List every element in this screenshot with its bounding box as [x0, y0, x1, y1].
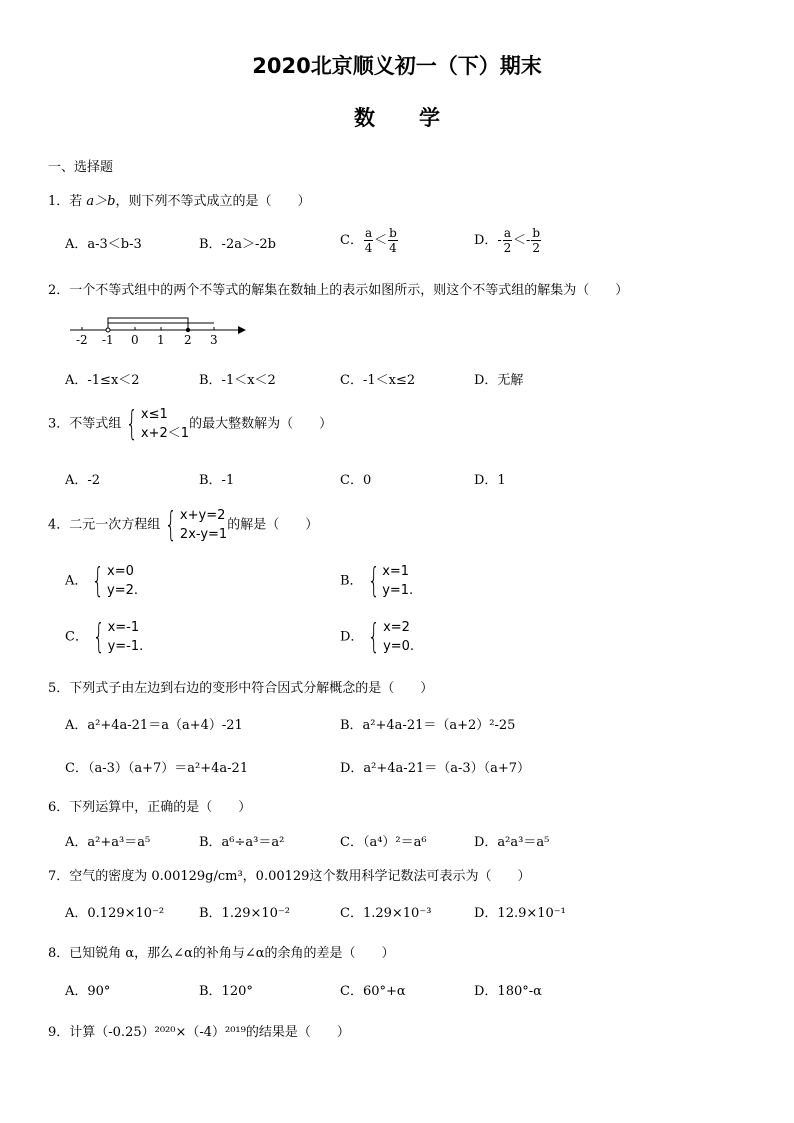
- number-line-arrow: [238, 326, 246, 334]
- q5-option-d: D．a²+4a-21＝（a-3）（a+7）: [340, 761, 531, 776]
- q6-option-a: A．a²+a³＝a⁵: [65, 835, 151, 850]
- q4-option-c: C． { x=-1 y=-1.: [65, 617, 144, 657]
- q5-option-a: A．a²+4a-21＝a（a+4）-21: [65, 718, 243, 733]
- solution-range-1: [108, 318, 188, 330]
- question-4-stem: [48, 506, 318, 544]
- q3-stem-text: 3．不等式组: [48, 416, 122, 432]
- q7-option-c: C．1.29×10⁻³: [340, 906, 432, 921]
- fraction: $\frac{a}{4}$: [364, 226, 373, 255]
- q6-option-c: C．（a⁴）²＝a⁶: [340, 835, 427, 850]
- q6-option-d: D．a²a³＝a⁵: [474, 835, 550, 850]
- q7-option-b: B．1.29×10⁻²: [199, 906, 291, 921]
- tick-label: 3: [210, 333, 218, 347]
- q5-option-c: C．（a-3）（a+7）＝a²+4a-21: [65, 761, 249, 776]
- q3-option-c: C．0: [340, 473, 372, 488]
- q2-option-b: B．-1＜x＜2: [199, 373, 276, 388]
- left-brace-icon: {: [92, 617, 105, 657]
- q3-option-b: B．-1: [199, 473, 235, 488]
- question-8-stem: 8．已知锐角 α，那么∠α的补角与∠α的余角的差是（ ）: [48, 946, 395, 961]
- left-brace-icon: {: [368, 617, 381, 657]
- tick-label: 2: [184, 333, 192, 347]
- q7-option-a: A．0.129×10⁻²: [65, 906, 165, 921]
- q1-stem-tail: ，则下列不等式成立的是（ ）: [115, 194, 311, 209]
- q4-stem-text: 4．二元一次方程组: [48, 517, 161, 533]
- q1-option-c: C． $\frac{a}{4}$ ＜ $\frac{b}{4}$: [340, 226, 397, 255]
- q1-option-d: D．- $\frac{a}{2}$ ＜- $\frac{b}{2}$: [474, 226, 541, 255]
- open-point: [106, 328, 110, 332]
- fraction: $\frac{a}{2}$: [503, 226, 512, 255]
- q6-option-b: B．a⁶÷a³＝a²: [199, 835, 285, 850]
- q3-option-a: A．-2: [65, 473, 101, 488]
- q1-stem-text: 1．若: [48, 194, 87, 209]
- question-7-stem: 7．空气的密度为 0.00129g/cm³，0.00129这个数用科学记数法可表示为（ ）: [48, 869, 531, 884]
- q8-option-b: B．120°: [199, 984, 253, 999]
- question-6-stem: 6．下列运算中，正确的是（ ）: [48, 800, 252, 815]
- left-brace-icon: {: [92, 561, 105, 601]
- q4-option-d: D． { x=2 y=0.: [340, 617, 415, 657]
- tick-label: 1: [157, 333, 165, 347]
- q8-option-d: D．180°-α: [474, 984, 542, 999]
- q1-option-c-label: C．: [340, 233, 363, 248]
- fraction: $\frac{b}{4}$: [389, 226, 397, 255]
- q2-option-c: C．-1＜x≤2: [340, 373, 416, 388]
- question-1-stem: [48, 190, 311, 209]
- tick-label: -2: [76, 333, 88, 347]
- q4-stem-tail: 的解是（ ）: [227, 517, 319, 533]
- tick-label: -1: [102, 333, 114, 347]
- q3-option-d: D．1: [474, 473, 506, 488]
- q1-option-a: A．a-3＜b-3: [65, 237, 142, 252]
- question-9-stem: 9．计算（-0.25）²⁰²⁰×（-4）²⁰¹⁹的结果是（ ）: [48, 1025, 350, 1040]
- q3-stem-tail: 的最大整数解为（ ）: [189, 416, 333, 432]
- left-brace-icon: {: [165, 505, 178, 545]
- inequality-system: { x≤1 x+2＜1: [126, 404, 190, 444]
- q7-option-d: D．12.9×10⁻¹: [474, 906, 566, 921]
- q4-option-a: A． { x=0 y=2.: [65, 561, 139, 601]
- q2-option-a: A．-1≤x＜2: [65, 373, 140, 388]
- closed-point: [186, 328, 190, 332]
- question-3-stem: [48, 405, 332, 443]
- q1-option-d-label: D．-: [474, 233, 502, 248]
- left-brace-icon: {: [367, 561, 380, 601]
- subject-heading: 数学: [354, 106, 484, 130]
- question-2-stem: 2．一个不等式组中的两个不等式的解集在数轴上的表示如图所示，则这个不等式组的解集为（ ）: [48, 283, 629, 298]
- equation-system: { x+y=2 2x-y=1: [165, 505, 228, 545]
- q1-option-b: B．-2a＞-2b: [199, 237, 276, 252]
- question-5-stem: 5．下列式子由左边到右边的变形中符合因式分解概念的是（ ）: [48, 681, 434, 696]
- q2-option-d: D．无解: [474, 373, 524, 388]
- q8-option-c: C．60°+α: [340, 984, 406, 999]
- section-heading: 一、选择题: [48, 160, 114, 175]
- q8-option-a: A．90°: [65, 984, 111, 999]
- tick-label: 0: [131, 333, 139, 347]
- q5-option-b: B．a²+4a-21＝（a+2）²-25: [340, 718, 516, 733]
- fraction: $\frac{b}{2}$: [532, 226, 541, 255]
- q4-option-b: B． { x=1 y=1.: [340, 561, 414, 601]
- q1-condition: a＞b: [86, 194, 116, 209]
- document-title: 2020北京顺义初一（下）期末: [252, 54, 542, 78]
- left-brace-icon: {: [126, 404, 139, 444]
